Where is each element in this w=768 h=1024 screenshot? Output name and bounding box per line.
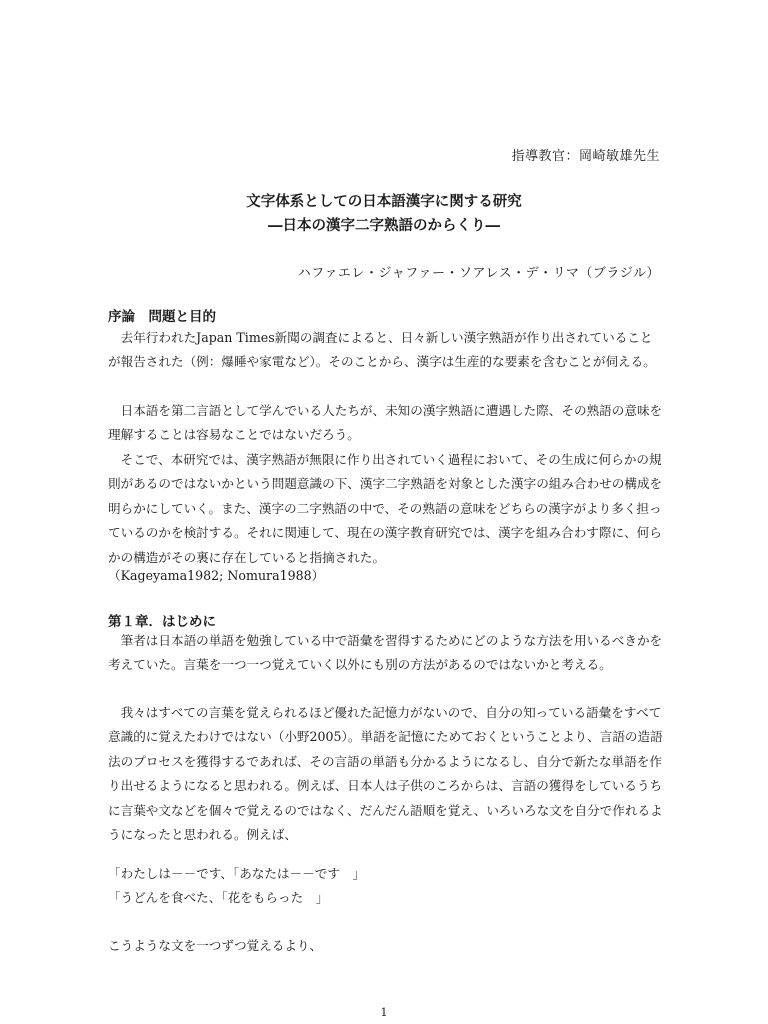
example-line-2: 「うどんを食べた、「花をもらった 」 [108, 890, 329, 905]
advisor-line: 指導教官：岡崎敏雄先生 [511, 149, 660, 164]
intro-paragraph-1: 去年行われたJapan Times新聞の調査によると、日々新しい漢字熟語が作り出されていることが報告された（例：爆睡や家電など）。そのことから、漢字は生産的な要素を含むことが伺える。 [108, 330, 656, 370]
chapter1-heading: 第１章．はじめに [108, 614, 216, 630]
title-block [0, 190, 768, 238]
intro-citation: （Kageyama1982; Nomura1988） [108, 568, 325, 583]
author-line: ハファエレ・ジャファー・ソアレス・デ・リマ（ブラジル） [297, 266, 660, 281]
page-number: 1 [380, 1006, 388, 1019]
intro-paragraph-3: そこで、本研究では、漢字熟語が無限に作り出されていく過程において、その生成に何らかの規則があるのではないかという問題意識の下、漢字二字熟語を対象とした漢字の組み合わせの構成を明らかにしていく。また、漢字の二字熟語の中で、その熟語の意味をどちらの漢字がより多く担っているのかを検討する。それに関連して、現在の漢字教育研究では、漢字を組み合わす際に、何らかの構造がその裏に存在していると指摘された。 [108, 452, 663, 565]
chapter1-paragraph-1: 筆者は日本語の単語を勉強している中で語彙を習得するためにどのような方法を用いるべきかを考えていた。言葉を一つ一つ覚えていく以外にも別の方法があるのではないかと考える。 [108, 633, 663, 673]
closing-line: こうような文を一つずつ覚えるより、 [108, 938, 323, 953]
intro-paragraph-2: 日本語を第二言語として学んでいる人たちが、未知の漢字熟語に遭遇した際、その熟語の意味を理解することは容易なことではないだろう。 [108, 403, 663, 443]
example-line-1: 「わたしは－－です、「あなたは－－です 」 [108, 866, 366, 881]
subtitle: ―日本の漢字二字熟語のからくり― [268, 217, 500, 234]
chapter1-paragraph-2: 我々はすべての言葉を覚えられるほど優れた記憶力がないので、自分の知っている語彙をすべて意識的に覚えたわけではない（小野2005）。単語を記憶にためておくということより、言語の造語法のプロセスを獲得するであれば、その言語の単語も分かるようになるし、自分で新たな単語を作り出せるようになると思われる。例えば、日本人は子供のころからは、言語の獲得をしているうちに言葉や文などを個々で覚えるのではなく、だんだん語順を覚え、いろいろな文を自分で作れるようになったと思われる。例えば、 [108, 705, 663, 843]
intro-heading: 序論 問題と目的 [108, 309, 216, 325]
main-title: 文字体系としての日本語漢字に関する研究 [246, 193, 522, 210]
